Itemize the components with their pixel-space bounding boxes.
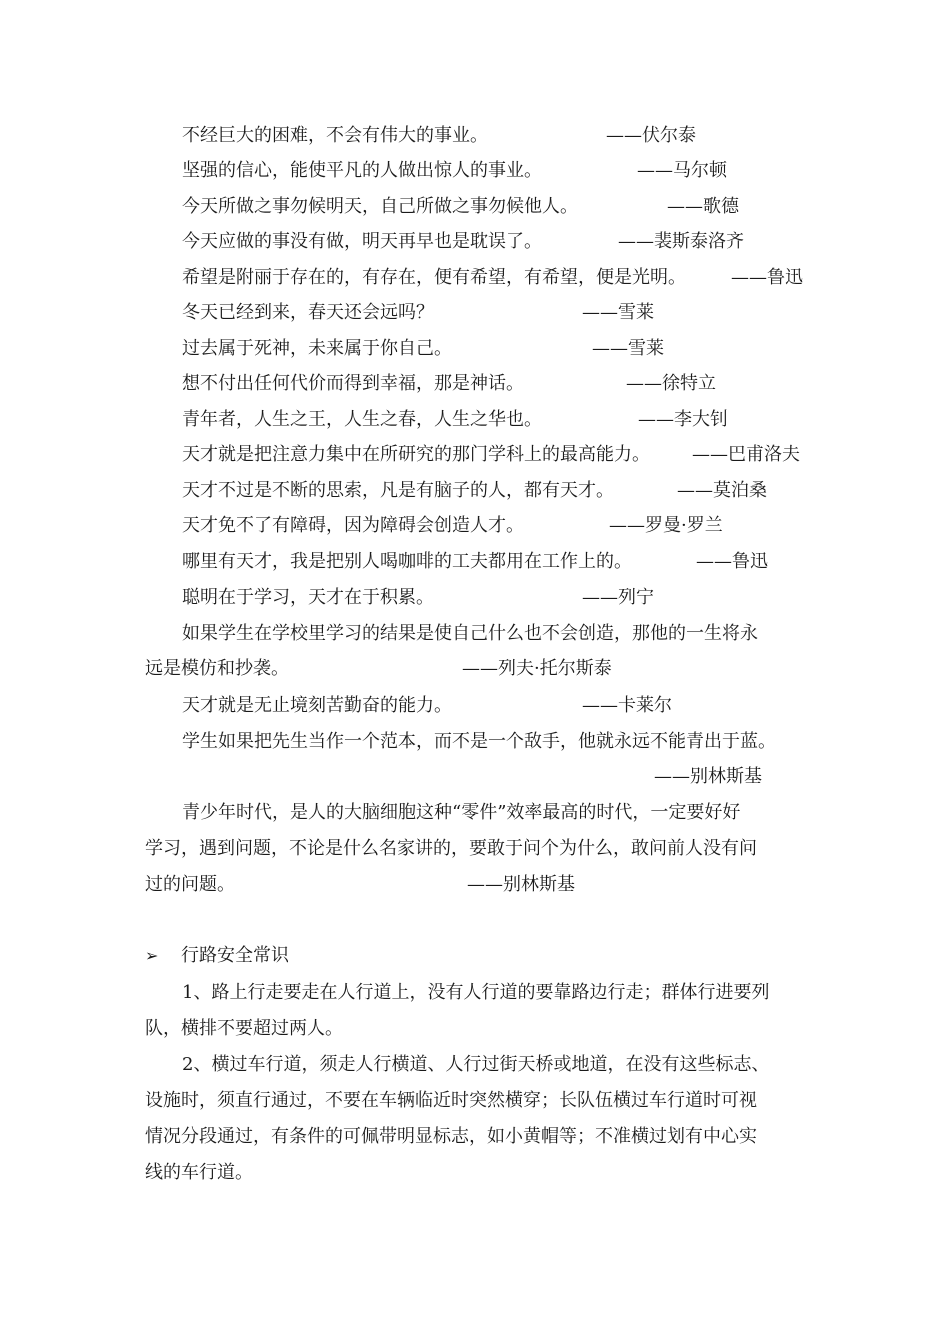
arrow-bullet-icon: ➢ <box>145 946 159 965</box>
paragraph-text: 设施时，须直行通过，不要在车辆临近时突然横穿；长队伍横过车行道时可视 <box>145 1090 757 1111</box>
quote-line <box>0 366 950 402</box>
quote-text: 今天所做之事勿候明天，自己所做之事勿候他人。 <box>182 196 578 217</box>
quote-line <box>0 580 950 616</box>
quote-text: 天才就是无止境刻苦勤奋的能力。 <box>182 695 452 716</box>
paragraph-line <box>0 1155 950 1191</box>
quote-author: ——裴斯泰洛齐 <box>618 231 744 252</box>
quote-text: 过去属于死神，未来属于你自己。 <box>182 338 452 359</box>
quote-text: 冬天已经到来，春天还会远吗？ <box>182 302 434 323</box>
quote-author: ——马尔顿 <box>637 160 727 181</box>
quote-author: ——卡莱尔 <box>582 695 672 716</box>
section-title: 行路安全常识 <box>181 945 289 966</box>
paragraph-line <box>0 1119 950 1155</box>
quote-author: ——鲁迅 <box>731 267 803 288</box>
quote-text: 天才就是把注意力集中在所研究的那门学科上的最高能力。 <box>182 444 650 465</box>
quote-line <box>0 437 950 473</box>
quote-author: ——雪莱 <box>582 302 654 323</box>
quote-text: 过的问题。 <box>145 874 235 895</box>
quote-text: 学生如果把先生当作一个范本，而不是一个敌手，他就永远不能青出于蓝。 <box>182 731 776 752</box>
quote-author: ——鲁迅 <box>696 551 768 572</box>
quote-author: ——歌德 <box>667 196 739 217</box>
quote-text: 今天应做的事没有做，明天再早也是耽误了。 <box>182 231 542 252</box>
quote-line <box>0 224 950 260</box>
quote-text: 想不付出任何代价而得到幸福，那是神话。 <box>182 373 524 394</box>
paragraph-text: 1、路上行走要走在人行道上，没有人行道的要靠路边行走；群体行进要列 <box>182 982 770 1003</box>
quote-line <box>0 331 950 367</box>
quote-text: 如果学生在学校里学习的结果是使自己什么也不会创造，那他的一生将永 <box>182 623 758 644</box>
quote-line <box>0 508 950 544</box>
paragraph-text: 队，横排不要超过两人。 <box>145 1018 343 1039</box>
quote-line <box>0 831 950 867</box>
quote-line <box>0 189 950 225</box>
quote-text: 天才不过是不断的思索，凡是有脑子的人，都有天才。 <box>182 480 614 501</box>
quote-author: ——列宁 <box>582 587 654 608</box>
quote-line <box>0 473 950 509</box>
quote-line <box>0 544 950 580</box>
paragraph-text: 情况分段通过，有条件的可佩带明显标志，如小黄帽等；不准横过划有中心实 <box>145 1126 757 1147</box>
quote-line <box>0 724 950 760</box>
quote-line <box>0 295 950 331</box>
quote-text: 聪明在于学习，天才在于积累。 <box>182 587 434 608</box>
quote-author: ——徐特立 <box>626 373 716 394</box>
quote-text: 哪里有天才，我是把别人喝咖啡的工夫都用在工作上的。 <box>182 551 632 572</box>
quote-author: ——别林斯基 <box>654 766 762 787</box>
quote-line <box>0 402 950 438</box>
paragraph-text: 2、横过车行道，须走人行横道、人行过街天桥或地道，在没有这些标志、 <box>182 1054 770 1075</box>
quote-text: 青年者，人生之王，人生之春，人生之华也。 <box>182 409 542 430</box>
quote-text: 坚强的信心，能使平凡的人做出惊人的事业。 <box>182 160 542 181</box>
paragraph-text: 线的车行道。 <box>145 1162 253 1183</box>
quote-line <box>0 118 950 154</box>
section-heading <box>0 938 950 974</box>
quote-author: ——伏尔泰 <box>606 125 696 146</box>
quote-line <box>0 759 950 795</box>
quote-line <box>0 795 950 831</box>
quote-text: 青少年时代，是人的大脑细胞这种“零件”效率最高的时代，一定要好好 <box>182 802 741 823</box>
quote-author: ——李大钊 <box>638 409 728 430</box>
paragraph-line <box>0 1011 950 1047</box>
quote-author: ——别林斯基 <box>467 874 575 895</box>
paragraph-line <box>0 1047 950 1083</box>
paragraph-line <box>0 975 950 1011</box>
quote-author: ——列夫·托尔斯泰 <box>462 658 612 679</box>
quote-text: 不经巨大的困难，不会有伟大的事业。 <box>182 125 488 146</box>
quote-author: ——雪莱 <box>592 338 664 359</box>
quote-author: ——巴甫洛夫 <box>692 444 800 465</box>
quote-author: ——罗曼·罗兰 <box>609 515 723 536</box>
quote-author: ——莫泊桑 <box>677 480 767 501</box>
quote-text: 希望是附丽于存在的，有存在，便有希望，有希望，便是光明。 <box>182 267 686 288</box>
quote-text: 学习，遇到问题，不论是什么名家讲的，要敢于问个为什么，敢问前人没有问 <box>145 838 757 859</box>
quote-line <box>0 153 950 189</box>
quote-text: 天才免不了有障碍，因为障碍会创造人才。 <box>182 515 524 536</box>
quote-line <box>0 651 950 687</box>
paragraph-line <box>0 1083 950 1119</box>
quote-text: 远是模仿和抄袭。 <box>145 658 289 679</box>
quote-line <box>0 616 950 652</box>
quote-line <box>0 867 950 903</box>
quote-line <box>0 688 950 724</box>
quote-line <box>0 260 950 296</box>
